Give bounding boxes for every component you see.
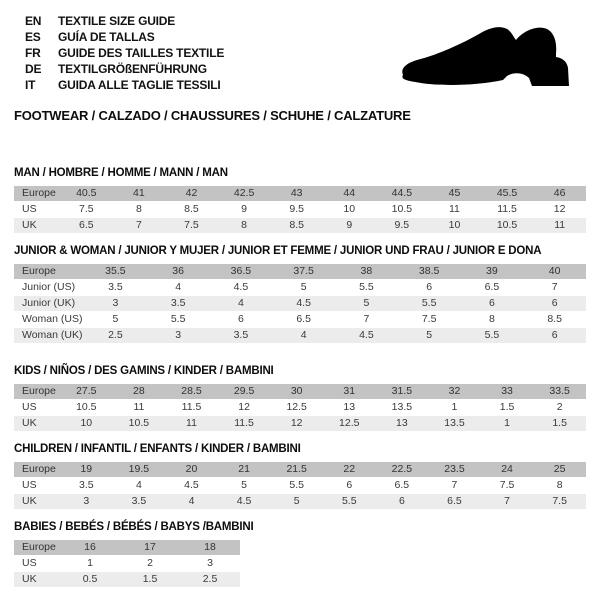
size-cell: 42 xyxy=(185,187,198,199)
size-cell: 5 xyxy=(241,479,247,491)
size-cell: 18 xyxy=(204,541,216,553)
row-label: US xyxy=(22,203,37,215)
language-row xyxy=(25,77,224,93)
size-cell: 9 xyxy=(241,203,247,215)
table-row xyxy=(14,202,586,217)
section-title: JUNIOR & WOMAN / JUNIOR Y MUJER / JUNIOR ET FEMME / JUNIOR UND FRAU / JUNIOR E DONA xyxy=(14,245,542,257)
size-cell: 3 xyxy=(175,329,182,341)
size-cell: 1.5 xyxy=(552,417,567,429)
size-cell: 2 xyxy=(147,557,153,569)
size-cell: 21.5 xyxy=(286,463,307,475)
size-cell: 21 xyxy=(238,463,250,475)
size-cell: 1.5 xyxy=(142,573,158,585)
size-cell: 6.5 xyxy=(296,313,311,325)
size-cell: 6 xyxy=(551,297,558,309)
size-table-junior-woman xyxy=(14,264,586,343)
size-cell: 10 xyxy=(343,203,356,215)
size-cell: 0.5 xyxy=(82,573,98,585)
size-cell: 41 xyxy=(133,187,145,199)
size-cell: 8.5 xyxy=(547,313,562,325)
language-code: FR xyxy=(25,46,41,60)
size-cell: 3 xyxy=(112,297,119,309)
language-code: IT xyxy=(25,78,36,92)
size-cell: 8 xyxy=(241,219,247,231)
size-cell: 10 xyxy=(80,417,93,429)
size-cell: 11.5 xyxy=(181,401,202,413)
size-cell: 1.5 xyxy=(499,401,515,413)
row-label: UK xyxy=(22,573,37,585)
table-row xyxy=(14,462,586,477)
table-row xyxy=(14,572,240,587)
section-man xyxy=(14,167,586,234)
size-cell: 11 xyxy=(133,401,145,413)
size-cell: 6 xyxy=(426,281,433,293)
size-cell: 8 xyxy=(488,313,495,325)
size-cell: 9 xyxy=(346,219,353,231)
size-cell: 7.5 xyxy=(421,313,437,325)
size-cell: 39 xyxy=(486,265,498,277)
language-label: GUIDA ALLE TAGLIE TESSILI xyxy=(58,78,221,92)
size-cell: 38.5 xyxy=(418,265,440,277)
size-cell: 1 xyxy=(451,401,458,413)
size-cell: 8 xyxy=(135,203,142,215)
size-cell: 7 xyxy=(135,219,142,231)
size-cell: 19.5 xyxy=(128,463,150,475)
shoe-icon xyxy=(395,20,585,100)
size-cell: 4 xyxy=(300,329,307,341)
size-cell: 7 xyxy=(451,479,458,491)
language-row xyxy=(25,29,224,45)
size-cell: 27.5 xyxy=(76,385,97,397)
size-cell: 4 xyxy=(188,495,195,507)
row-label: US xyxy=(22,479,37,491)
size-cell: 38 xyxy=(360,265,373,277)
size-cell: 5 xyxy=(293,495,300,507)
size-cell: 44 xyxy=(343,187,356,199)
size-cell: 9.5 xyxy=(289,203,304,215)
size-cell: 5.5 xyxy=(359,281,374,293)
row-label: US xyxy=(22,557,37,569)
size-cell: 25 xyxy=(553,463,566,475)
size-cell: 19 xyxy=(80,463,93,475)
size-cell: 36.5 xyxy=(230,265,252,277)
size-cell: 3 xyxy=(83,495,90,507)
size-cell: 8 xyxy=(556,479,563,491)
section-title: CHILDREN / INFANTIL / ENFANTS / KINDER / BAMBINI xyxy=(14,443,301,455)
table-row xyxy=(14,296,586,311)
size-cell: 6.5 xyxy=(394,479,410,491)
language-legend xyxy=(25,13,224,93)
size-cell: 10.5 xyxy=(391,203,413,215)
size-cell: 9.5 xyxy=(394,219,410,231)
size-cell: 11 xyxy=(449,203,460,215)
language-row xyxy=(25,61,224,77)
language-code: ES xyxy=(25,30,41,44)
size-cell: 6.5 xyxy=(484,281,500,293)
size-cell: 7 xyxy=(363,313,370,325)
size-cell: 31 xyxy=(343,385,356,397)
size-cell: 24 xyxy=(501,463,513,475)
size-cell: 43 xyxy=(290,187,303,199)
section-babies xyxy=(14,521,253,588)
size-cell: 44.5 xyxy=(391,187,413,199)
size-cell: 11.5 xyxy=(497,203,517,215)
size-cell: 7.5 xyxy=(552,495,567,507)
size-cell: 7.5 xyxy=(184,219,199,231)
size-cell: 5 xyxy=(300,281,307,293)
size-cell: 30 xyxy=(290,385,303,397)
size-cell: 2 xyxy=(556,401,563,413)
size-cell: 5 xyxy=(363,297,370,309)
section-title: BABIES / BEBÉS / BÉBÉS / BABYS /BAMBINI xyxy=(14,521,254,533)
size-cell: 10.5 xyxy=(496,219,518,231)
row-label: Woman (UK) xyxy=(22,329,83,341)
size-cell: 8.5 xyxy=(184,203,199,215)
size-table-babies xyxy=(14,540,240,587)
language-code: DE xyxy=(25,62,42,76)
table-row xyxy=(14,264,586,279)
row-label: Europe xyxy=(22,385,56,397)
size-table-man xyxy=(14,186,586,233)
size-cell: 6 xyxy=(398,495,405,507)
size-cell: 12.5 xyxy=(339,417,360,429)
row-label: UK xyxy=(22,495,37,507)
row-label: UK xyxy=(22,219,37,231)
size-cell: 45 xyxy=(448,187,461,199)
size-cell: 33.5 xyxy=(549,385,570,397)
size-cell: 11 xyxy=(554,219,566,231)
size-cell: 5 xyxy=(426,329,433,341)
size-cell: 33 xyxy=(501,385,513,397)
size-cell: 40 xyxy=(548,265,561,277)
size-cell: 1 xyxy=(87,557,93,569)
size-cell: 12 xyxy=(553,203,566,215)
section-title: KIDS / NIÑOS / DES GAMINS / KINDER / BAMBINI xyxy=(14,365,274,377)
size-cell: 4.5 xyxy=(296,297,311,309)
table-row xyxy=(14,280,586,295)
row-label: Junior (US) xyxy=(22,281,76,293)
table-row xyxy=(14,556,240,571)
row-label: Europe xyxy=(22,187,56,199)
size-cell: 11 xyxy=(186,417,197,429)
row-label: Woman (US) xyxy=(22,313,83,325)
size-cell: 6 xyxy=(488,297,495,309)
size-cell: 40.5 xyxy=(76,187,97,199)
size-cell: 31.5 xyxy=(391,385,413,397)
size-cell: 6.5 xyxy=(78,219,94,231)
size-cell: 4.5 xyxy=(236,495,252,507)
size-cell: 16 xyxy=(84,541,96,553)
size-cell: 13 xyxy=(343,401,356,413)
section-junior-woman xyxy=(14,245,586,344)
size-cell: 7 xyxy=(504,495,510,507)
size-cell: 46 xyxy=(553,187,566,199)
size-cell: 36 xyxy=(172,265,184,277)
language-label: TEXTILGRÖßENFÜHRUNG xyxy=(58,62,207,76)
language-label: GUÍA DE TALLAS xyxy=(58,30,155,44)
size-cell: 6 xyxy=(346,479,353,491)
language-row xyxy=(25,13,224,29)
size-cell: 2.5 xyxy=(108,329,123,341)
size-table-kids xyxy=(14,384,586,431)
size-cell: 12.5 xyxy=(286,401,307,413)
table-row xyxy=(14,400,586,415)
size-cell: 17 xyxy=(144,541,156,553)
size-cell: 10.5 xyxy=(76,401,97,413)
size-cell: 4 xyxy=(135,479,142,491)
size-cell: 13.5 xyxy=(444,417,465,429)
size-cell: 5.5 xyxy=(421,297,437,309)
size-cell: 4 xyxy=(237,297,244,309)
size-cell: 3.5 xyxy=(108,281,123,293)
size-cell: 45.5 xyxy=(496,187,518,199)
language-label: TEXTILE SIZE GUIDE xyxy=(58,14,176,28)
row-label: Europe xyxy=(22,265,56,277)
size-cell: 22 xyxy=(343,463,356,475)
table-row xyxy=(14,494,586,509)
size-cell: 6.5 xyxy=(447,495,462,507)
size-cell: 37.5 xyxy=(293,265,314,277)
size-cell: 35.5 xyxy=(105,265,126,277)
size-cell: 29.5 xyxy=(233,385,255,397)
table-row xyxy=(14,312,586,327)
size-cell: 23.5 xyxy=(444,463,465,475)
table-row xyxy=(14,540,240,555)
size-cell: 10 xyxy=(448,219,461,231)
size-cell: 28 xyxy=(133,385,145,397)
size-cell: 22.5 xyxy=(391,463,413,475)
size-cell: 5.5 xyxy=(341,495,357,507)
size-cell: 4.5 xyxy=(184,479,199,491)
table-row xyxy=(14,384,586,399)
language-code: EN xyxy=(25,14,42,28)
size-cell: 3.5 xyxy=(78,479,94,491)
size-cell: 5.5 xyxy=(484,329,500,341)
language-row xyxy=(25,45,224,61)
size-cell: 2.5 xyxy=(202,573,218,585)
table-row xyxy=(14,328,586,343)
size-cell: 6 xyxy=(237,313,244,325)
section-children xyxy=(14,443,586,510)
section-title: MAN / HOMBRE / HOMME / MANN / MAN xyxy=(14,167,228,179)
size-cell: 12 xyxy=(290,417,303,429)
size-cell: 3 xyxy=(207,557,213,569)
size-cell: 4.5 xyxy=(359,329,374,341)
category-title: FOOTWEAR / CALZADO / CHAUSSURES / SCHUHE / CALZATURE xyxy=(14,108,411,123)
size-cell: 8.5 xyxy=(289,219,304,231)
row-label: Junior (UK) xyxy=(22,297,76,309)
table-row xyxy=(14,186,586,201)
size-cell: 7 xyxy=(551,281,558,293)
size-cell: 5.5 xyxy=(170,313,186,325)
size-cell: 7.5 xyxy=(499,479,515,491)
size-cell: 3.5 xyxy=(170,297,186,309)
size-cell: 3.5 xyxy=(131,495,147,507)
table-row xyxy=(14,218,586,233)
table-row xyxy=(14,416,586,431)
size-cell: 4 xyxy=(175,281,182,293)
size-cell: 5.5 xyxy=(289,479,304,491)
row-label: Europe xyxy=(22,463,56,475)
size-cell: 4.5 xyxy=(233,281,249,293)
size-cell: 32 xyxy=(448,385,461,397)
size-table-children xyxy=(14,462,586,509)
size-cell: 10.5 xyxy=(128,417,150,429)
size-cell: 6 xyxy=(551,329,558,341)
section-kids xyxy=(14,365,586,432)
size-cell: 12 xyxy=(238,401,250,413)
size-cell: 13.5 xyxy=(391,401,413,413)
row-label: Europe xyxy=(22,541,56,553)
size-cell: 42.5 xyxy=(233,187,255,199)
size-cell: 3.5 xyxy=(233,329,249,341)
size-cell: 7.5 xyxy=(78,203,94,215)
table-row xyxy=(14,478,586,493)
size-cell: 13 xyxy=(396,417,408,429)
row-label: UK xyxy=(22,417,37,429)
size-cell: 1 xyxy=(504,417,510,429)
size-cell: 11.5 xyxy=(234,417,254,429)
size-cell: 5 xyxy=(112,313,119,325)
language-label: GUIDE DES TAILLES TEXTILE xyxy=(58,46,225,60)
size-cell: 28.5 xyxy=(181,385,202,397)
size-cell: 20 xyxy=(185,463,198,475)
row-label: US xyxy=(22,401,37,413)
